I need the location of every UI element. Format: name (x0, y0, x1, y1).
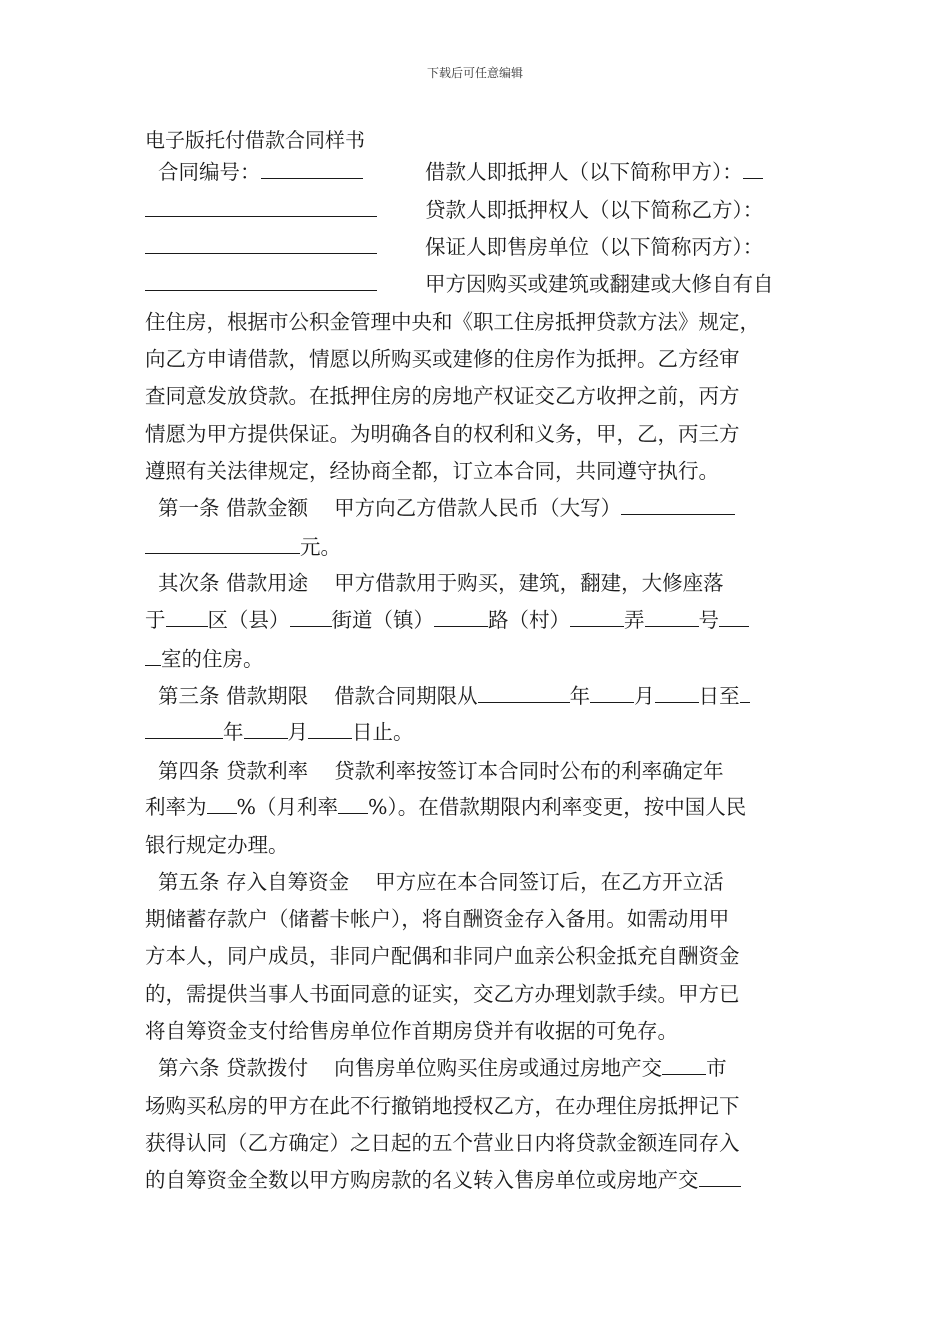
district-blank (166, 606, 208, 627)
document-title: 电子版托付借款合同样书 (145, 128, 365, 152)
contract-no-line (145, 158, 743, 186)
exchange-blank-2 (699, 1166, 741, 1187)
lender-line (145, 196, 764, 224)
article-6-line-1: 第六条 贷款拨付 向售房单位购买住房或通过房地产交 市 (158, 1056, 727, 1080)
borrower-blank (743, 158, 763, 179)
annual-rate-blank (207, 793, 237, 814)
road-blank (434, 606, 488, 627)
lane-blank (570, 606, 624, 627)
article-5-line-4: 的，需提供当事人书面同意的证实，交乙方办理划款手续。甲方已 (145, 982, 740, 1006)
article-5-line-5: 将自筹资金支付给售房单位作首期房贷并有收据的可免存。 (145, 1019, 678, 1043)
intro-line-4: 查同意发放贷款。在抵押住房的房地产权证交乙方收押之前，丙方 (145, 384, 740, 408)
contract-no-blank (261, 158, 363, 179)
street-blank (290, 606, 332, 627)
article-6-line-4: 的自筹资金全数以甲方购房款的名义转入售房单位或房地产交 (145, 1166, 741, 1194)
intro-line-1: 甲方因购买或建筑或翻建或大修自有自 (145, 270, 377, 298)
room-blank (719, 606, 749, 627)
monthly-rate-blank (338, 793, 368, 814)
room-blank-cont (145, 645, 161, 666)
start-year-blank (478, 682, 570, 703)
guarantor-label: 保证人即售房单位（以下简称丙方）： (425, 235, 764, 259)
borrower-blank-cont (145, 196, 377, 217)
article-2-line-1: 其次条 借款用途 甲方借款用于购买，建筑，翻建，大修座落 (158, 571, 724, 595)
number-blank (645, 606, 699, 627)
guarantor-blank (145, 270, 377, 291)
article-1-heading: 第一条 借款金额 (158, 496, 309, 520)
intro-line-6: 遵照有关法律规定，经协商全都，订立本合同，共同遵守执行。 (145, 459, 719, 483)
contract-no-label: 合同编号： (158, 160, 261, 184)
borrower-label: 借款人即抵押人（以下简称甲方）： (425, 160, 743, 184)
article-6-line-3: 获得认同（乙方确定）之日起的五个营业日内将贷款金额连同存入 (145, 1131, 740, 1155)
article-3-line-2: 年 月 日止。 (145, 718, 414, 746)
end-month-blank (244, 718, 288, 739)
intro-line-3: 向乙方申请借款，情愿以所购买或建修的住房作为抵押。乙方经审 (145, 347, 740, 371)
article-6-heading: 第六条 贷款拨付 (158, 1056, 309, 1080)
article-4-line-1: 第四条 贷款利率 贷款利率按签订本合同时公布的利率确定年 (158, 759, 724, 783)
guarantor-line (145, 233, 764, 261)
article-5-line-1: 第五条 存入自筹资金 甲方应在本合同签订后，在乙方开立活 (158, 870, 724, 894)
lender-blank (145, 233, 377, 254)
article-3-heading: 第三条 借款期限 (158, 684, 309, 708)
article-4-heading: 第四条 贷款利率 (158, 759, 309, 783)
amount-blank (621, 494, 735, 515)
article-3-line-1: 第三条 借款期限 借款合同期限从 年 月 日至 (145, 682, 750, 710)
page-header-note: 下载后可任意编辑 (426, 66, 523, 80)
article-2-line-2: 于 区（县） 街道（镇） 路（村） 弄 号 (145, 606, 749, 634)
amount-blank-cont (145, 533, 300, 554)
intro-line-2: 住住房，根据市公积金管理中央和《职工住房抵押贷款方法》规定， (145, 310, 760, 334)
article-1-line-1: 第一条 借款金额 甲方向乙方借款人民币（大写） (145, 494, 735, 522)
end-year-blank (740, 682, 750, 703)
article-4-line-2: 利率为 %（月利率 %）。在借款期限内利率变更，按中国人民 (145, 795, 747, 819)
start-day-blank (655, 682, 699, 703)
article-6-line-2: 场购买私房的甲方在此不行撤销地授权乙方，在办理住房抵押记下 (145, 1094, 740, 1118)
article-2-line-3: 室的住房。 (145, 645, 264, 673)
article-2-heading: 其次条 借款用途 (158, 571, 309, 595)
lender-label: 贷款人即抵押权人（以下简称乙方）： (425, 198, 764, 222)
article-5-line-3: 方本人，同户成员，非同户配偶和非同户血亲公积金抵充自酬资金 (145, 944, 740, 968)
end-day-blank (308, 718, 352, 739)
exchange-blank (662, 1054, 706, 1075)
intro-line-5: 情愿为甲方提供保证。为明确各自的权利和义务，甲，乙，丙三方 (145, 422, 740, 446)
article-4-line-3: 银行规定办理。 (145, 833, 289, 857)
article-5-heading: 第五条 存入自筹资金 (158, 870, 350, 894)
start-month-blank (590, 682, 634, 703)
article-1-line-2: 元。 (145, 533, 341, 561)
end-year-blank-cont (145, 718, 223, 739)
article-5-line-2: 期储蓄存款户（储蓄卡帐户），将自酬资金存入备用。如需动用甲 (145, 907, 730, 931)
